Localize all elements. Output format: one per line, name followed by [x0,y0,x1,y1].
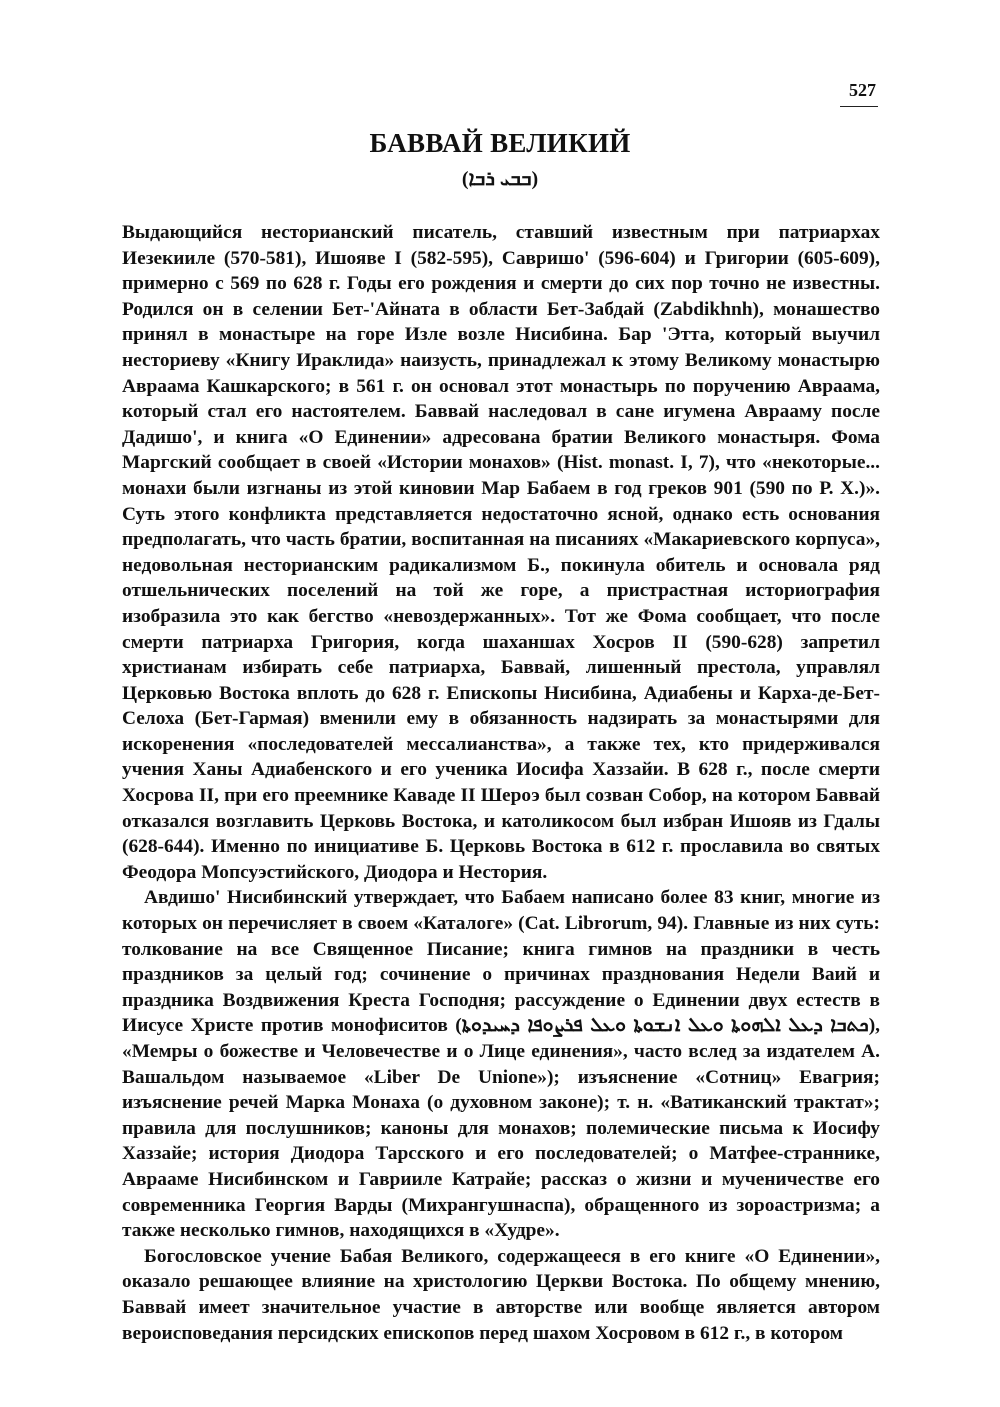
page-number: 527 [849,80,876,100]
article-body [122,220,880,1346]
paragraph-3: Богословское учение Бабая Великого, содержащееся в его книге «О Единении», оказало решающее влияние на христологию Церкви Востока. По общему мнению, Баввай имеет значительное участие в авторстве или вообще является автором вероисповедания персидских епископов перед шахом Хосровом в 612 г., в котором [122,1245,880,1344]
paragraph-1: Выдающийся несторианский писатель, ставший известным при патриархах Иезекииле (570-581), Ишояве I (582-595), Савришо' (596-604) и Григории (605-609), примерно с 569 по 628 г. Годы его рождения и смерти до сих пор точно не известны. Родился он в селении Бет-'Айната в области Бет-Забдай (Zabdikhnh), монашество принял в монастыре на горе Изле возле Нисибина. Бар 'Этта, который выучил несториеву «Книгу Ираклида» наизусть, принадлежал к этому Великому монастырю Авраама Кашкарского; в 561 г. он основал этот монастырь по поручению Авраама, который стал его настоятелем. Баввай наследовал в сане игумена Аврааму после Дадишо', и книга «О Единении» адресована братии Великого монастыря. Фома Маргский сообщает в своей «Истории монахов» (Hist. monast. I, 7), что «некоторые... монахи были изгнаны из этой киновии Мар Бабаем в год греков 901 (590 по Р. Х.)». Суть этого конфликта представляется недостаточно ясной, однако есть основания предполагать, что часть братии, воспитанная на писаниях «Макариевского корпуса», недовольная несторианским радикализмом Б., покинула обитель и основала ряд отшельнических поселений на той же горе, а пристрастная историография изобразила это как бегство «невоздержанных». Тот же Фома сообщает, что после смерти патриарха Григория, когда шаханшах Хосров II (590-628) запретил христианам избирать себе патриарха, Баввай, лишенный престола, управлял Церковью Востока вплоть до 628 г. Епископы Нисибина, Адиабены и Карха-де-Бет-Селоха (Бет-Гармая) вменили ему в обязанность надзирать за монастырями для искоренения «последователей мессалианства», а также тех, кто придерживался учения Ханы Адиабенского и его ученика Иосифа Хаззайи. В 628 г., после смерти Хосрова II, при его преемнике Каваде II Шероэ был созван Собор, на котором Баввай отказался возглавить Церковь Востока, и католикосом был избран Ишояв из Гдалы (628-644). Именно по инициативе Б. Церковь Востока в 612 г. прославила во святых Феодора Мопсуэстийского, Диодора и Нестория. [122,222,880,883]
page-number-rule [840,106,878,107]
paragraph-2: Авдишо' Нисибинский утверждает, что Бабаем написано более 83 книг, многие из которых он перечисляет в своем «Каталоге» (Cat. Librorum, 94). Главные из них суть: толкование на все Священное Писание; книга гимнов на праздники в честь праздников за целый год; сочинение о причинах празднования Недели Ваий и праздника Воздвижения Креста Господня; рассуждение о Единении двух естеств в Иисусе Христе против монофиситов (ܟܬܒܐ ܕܥܠ ܐܠܗܘܬܐ ܘܥܠ ܐܢܫܘܬܐ ܘܥܠ ܦܪܨܘܦܐ ܕܚܝܕܘܬܐ), «Мемры о божестве и Человечестве и о Лице единения», часто вслед за издателем А. Вашальдом называемое «Liber De Unione»); изъяснение «Сотниц» Евагрия; изъяснение речей Марка Монаха (о духовном законе); т. н. «Ватиканский трактат»; правила для послушников; каноны для монахов; полемические письма к Иосифу Хаззайе; история Диодора Тарсского и его последователей; о Матфее-страннике, Аврааме Нисибинском и Гаврииле Катрайе; рассказ о жизни и мученичестве его современника Георгия Варды (Михрангушнаспа), обращенного из зороастризма; а также несколько гимнов, находящихся в «Худре». [122,887,880,1242]
article-subtitle-syriac: (ܒܒܝ ܪܒܐ) [461,168,539,190]
article-title: БАВВАЙ ВЕЛИКИЙ [369,128,631,158]
